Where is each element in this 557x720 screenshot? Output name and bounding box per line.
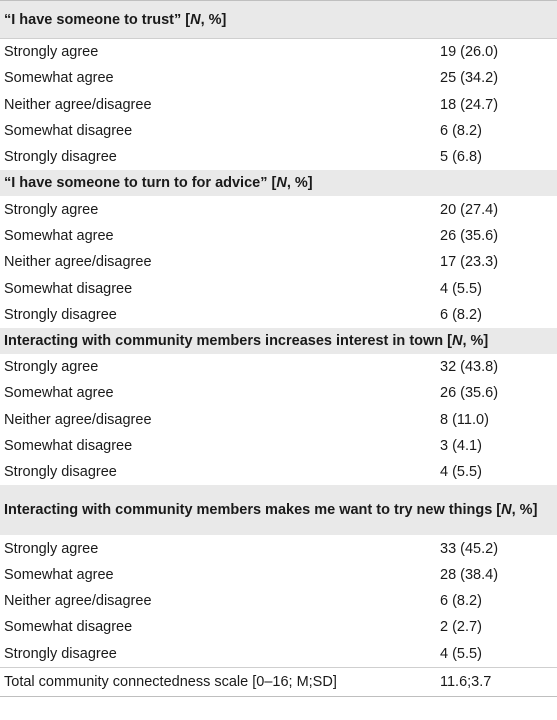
section-header [0,1,557,39]
row-label: Strongly disagree [0,302,440,328]
section-header-label: “I have someone to trust” [N, %] [0,1,557,39]
row-label: Strongly disagree [0,144,440,170]
row-value: 25 (34.2) [440,65,557,91]
table-row [0,39,557,66]
row-value: 32 (43.8) [440,354,557,380]
table-row [0,588,557,614]
row-label: Strongly agree [0,535,440,561]
table-row [0,65,557,91]
row-label: Neither agree/disagree [0,249,440,275]
table-row [0,407,557,433]
row-value: 8 (11.0) [440,407,557,433]
row-value: 20 (27.4) [440,196,557,222]
table-row [0,275,557,301]
table-row [0,223,557,249]
table-row [0,380,557,406]
row-value: 26 (35.6) [440,223,557,249]
table-row [0,249,557,275]
row-label: Somewhat agree [0,380,440,406]
section-header [0,485,557,535]
total-row [0,667,557,696]
section-header-label: “I have someone to turn to for advice” [N, %] [0,170,557,196]
row-value: 28 (38.4) [440,562,557,588]
row-label: Somewhat agree [0,65,440,91]
row-value: 4 (5.5) [440,641,557,668]
total-value: 11.6;3.7 [440,667,557,696]
row-value: 3 (4.1) [440,433,557,459]
row-label: Neither agree/disagree [0,407,440,433]
row-value: 2 (2.7) [440,614,557,640]
table-row [0,614,557,640]
row-label: Neither agree/disagree [0,588,440,614]
row-value: 5 (6.8) [440,144,557,170]
row-value: 6 (8.2) [440,118,557,144]
table-body [0,1,557,697]
section-header-label: Interacting with community members increases interest in town [N, %] [0,328,557,354]
row-label: Neither agree/disagree [0,92,440,118]
row-label: Strongly disagree [0,641,440,668]
row-value: 4 (5.5) [440,459,557,485]
row-value: 6 (8.2) [440,302,557,328]
row-label: Strongly agree [0,196,440,222]
row-value: 6 (8.2) [440,588,557,614]
section-header [0,328,557,354]
row-value: 26 (35.6) [440,380,557,406]
row-label: Somewhat disagree [0,433,440,459]
table-row [0,144,557,170]
row-value: 19 (26.0) [440,39,557,66]
row-value: 17 (23.3) [440,249,557,275]
row-label: Somewhat agree [0,562,440,588]
table-row [0,433,557,459]
table-row [0,641,557,668]
row-value: 4 (5.5) [440,275,557,301]
row-label: Somewhat disagree [0,614,440,640]
row-value: 18 (24.7) [440,92,557,118]
table-row [0,118,557,144]
row-label: Strongly agree [0,39,440,66]
row-label: Somewhat disagree [0,275,440,301]
table-row [0,354,557,380]
table-row [0,562,557,588]
row-label: Strongly disagree [0,459,440,485]
row-label: Somewhat disagree [0,118,440,144]
section-header [0,170,557,196]
table-row [0,302,557,328]
table-row [0,459,557,485]
table-row [0,535,557,561]
row-label: Strongly agree [0,354,440,380]
total-label: Total community connectedness scale [0–16; M;SD] [0,667,440,696]
row-value: 33 (45.2) [440,535,557,561]
row-label: Somewhat agree [0,223,440,249]
table-row [0,92,557,118]
section-header-label: Interacting with community members makes me want to try new things [N, %] [0,485,557,535]
table-row [0,196,557,222]
